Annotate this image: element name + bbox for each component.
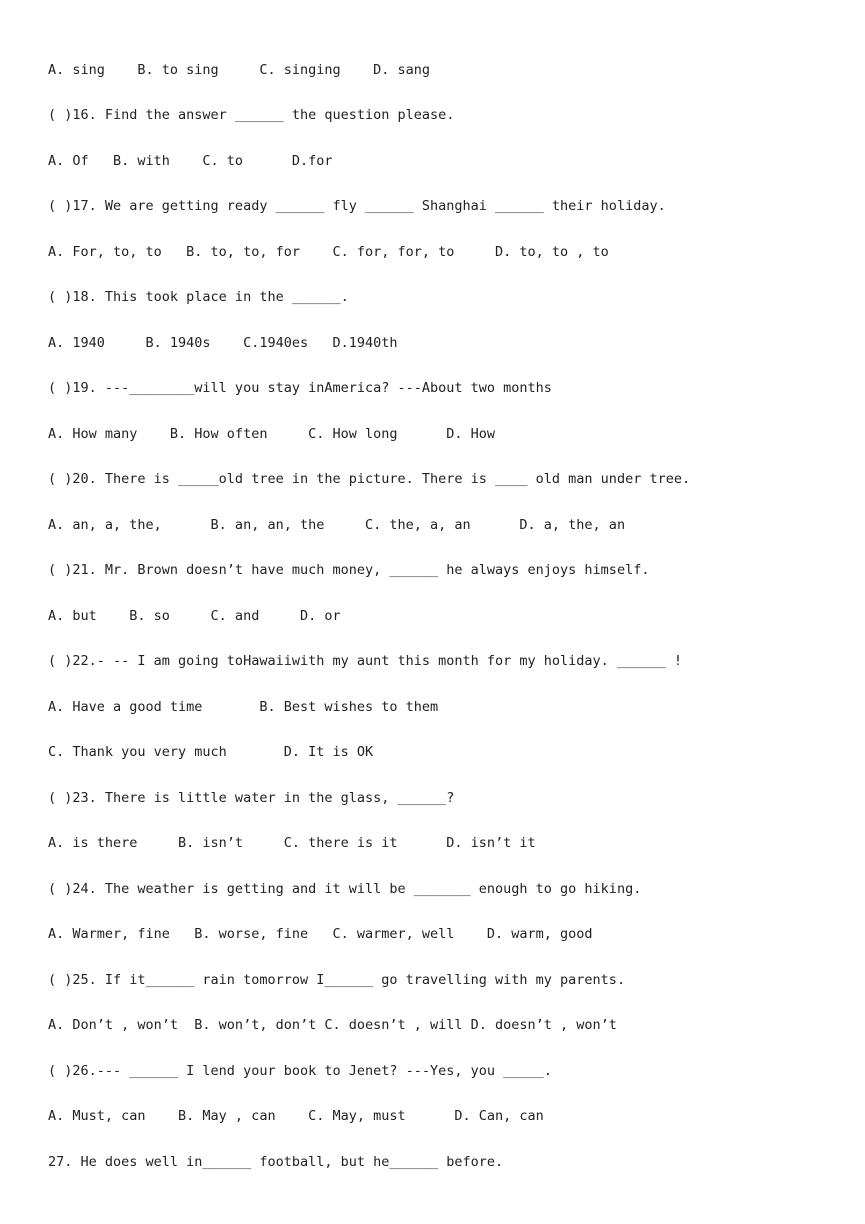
question-22: ( )22.- -- I am going toHawaiiwith my aunt this month for my holiday. ______ ! bbox=[48, 653, 682, 669]
question-21: ( )21. Mr. Brown doesn’t have much money, ______ he always enjoys himself. bbox=[48, 562, 650, 578]
question-19: ( )19. ---________will you stay inAmerica? ---About two months bbox=[48, 380, 552, 396]
question-27: 27. He does well in______ football, but he______ before. bbox=[48, 1154, 504, 1170]
answer-options-17: A. For, to, to B. to, to, for C. for, for, to D. to, to , to bbox=[48, 244, 609, 260]
answer-options-25: A. Don’t , won’t B. won’t, don’t C. doesn’t , will D. doesn’t , won’t bbox=[48, 1017, 617, 1033]
question-23: ( )23. There is little water in the glass, ______? bbox=[48, 790, 455, 806]
answer-options-24: A. Warmer, fine B. worse, fine C. warmer, well D. warm, good bbox=[48, 926, 593, 942]
answer-options-26: A. Must, can B. May , can C. May, must D. Can, can bbox=[48, 1108, 544, 1124]
question-18: ( )18. This took place in the ______. bbox=[48, 289, 349, 305]
answer-options-21: A. but B. so C. and D. or bbox=[48, 608, 341, 624]
question-17: ( )17. We are getting ready ______ fly ______ Shanghai ______ their holiday. bbox=[48, 198, 666, 214]
answer-options-23: A. is there B. isn’t C. there is it D. isn’t it bbox=[48, 835, 536, 851]
answer-options-20: A. an, a, the, B. an, an, the C. the, a, an D. a, the, an bbox=[48, 517, 626, 533]
answer-options-22b: C. Thank you very much D. It is OK bbox=[48, 744, 374, 760]
answer-options-18: A. 1940 B. 1940s C.1940es D.1940th bbox=[48, 335, 398, 351]
answer-options-15: A. sing B. to sing C. singing D. sang bbox=[48, 62, 431, 78]
question-20: ( )20. There is _____old tree in the picture. There is ____ old man under tree. bbox=[48, 471, 691, 487]
answer-options-19: A. How many B. How often C. How long D. How bbox=[48, 426, 496, 442]
answer-options-16: A. Of B. with C. to D.for bbox=[48, 153, 333, 169]
answer-options-22a: A. Have a good time B. Best wishes to them bbox=[48, 699, 439, 715]
question-16: ( )16. Find the answer ______ the question please. bbox=[48, 107, 455, 123]
question-25: ( )25. If it______ rain tomorrow I______ go travelling with my parents. bbox=[48, 972, 626, 988]
question-26: ( )26.--- ______ I lend your book to Jenet? ---Yes, you _____. bbox=[48, 1063, 552, 1079]
question-24: ( )24. The weather is getting and it will be _______ enough to go hiking. bbox=[48, 881, 642, 897]
